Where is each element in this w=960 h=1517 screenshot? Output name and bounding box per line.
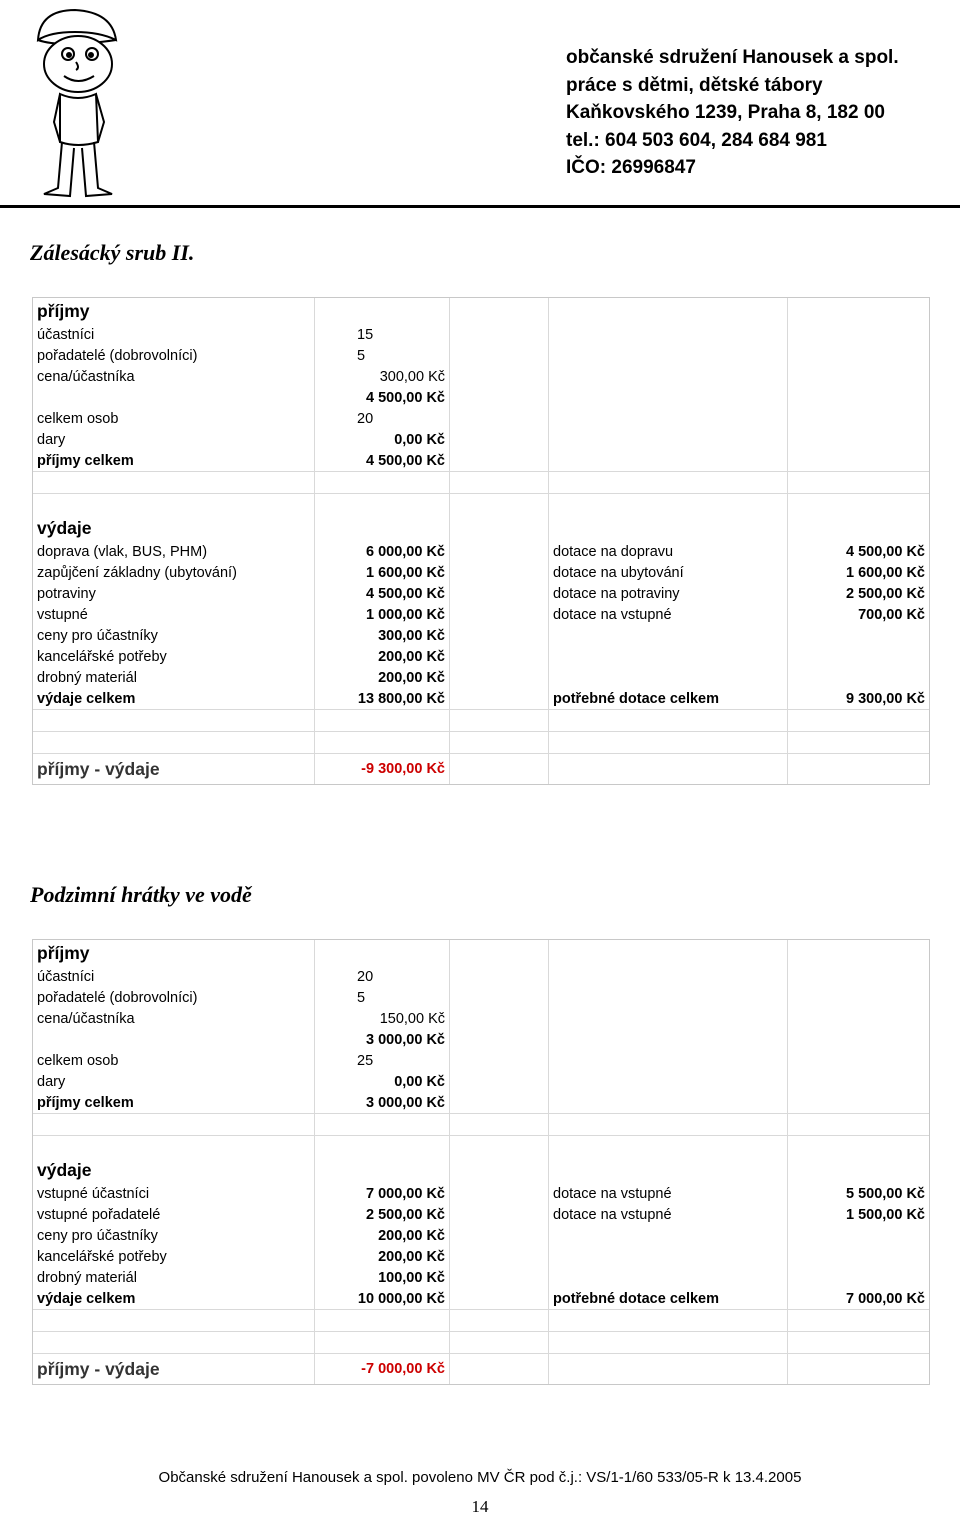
section-title: Zálesácký srub II. xyxy=(30,240,195,265)
table-row xyxy=(33,1135,929,1157)
table-row: vstupné pořadatelé 2 500,00 Kč dotace na vstupné 1 500,00 Kč xyxy=(33,1204,929,1225)
org-phone: tel.: 604 503 604, 284 684 981 xyxy=(566,129,827,151)
table-row: potraviny 4 500,00 Kč dotace na potraviny 2 500,00 Kč xyxy=(33,583,929,604)
expenses-header: výdaje xyxy=(33,515,315,541)
income-header: příjmy xyxy=(33,940,315,966)
table-row xyxy=(33,731,929,753)
table-row: dary 0,00 Kč xyxy=(33,1071,929,1092)
table-row: dary 0,00 Kč xyxy=(33,429,929,450)
table-row: účastníci 20 xyxy=(33,966,929,987)
table-row: zapůjčení základny (ubytování) 1 600,00 Kč dotace na ubytování 1 600,00 Kč xyxy=(33,562,929,583)
budget-table xyxy=(32,297,930,785)
table-row: příjmy celkem 4 500,00 Kč xyxy=(33,450,929,471)
income-header: příjmy xyxy=(33,298,315,324)
table-row xyxy=(33,709,929,731)
table-row: ceny pro účastníky 200,00 Kč xyxy=(33,1225,929,1246)
table-row: výdaje celkem 10 000,00 Kč potřebné dotace celkem 7 000,00 Kč xyxy=(33,1288,929,1309)
table-row: drobný materiál 200,00 Kč xyxy=(33,667,929,688)
table-row: pořadatelé (dobrovolníci) 5 xyxy=(33,345,929,366)
boy-mascot-logo xyxy=(20,2,130,202)
table-row: výdaje celkem 13 800,00 Kč potřebné dotace celkem 9 300,00 Kč xyxy=(33,688,929,709)
table-row: pořadatelé (dobrovolníci) 5 xyxy=(33,987,929,1008)
table-row: drobný materiál 100,00 Kč xyxy=(33,1267,929,1288)
table-row: účastníci 15 xyxy=(33,324,929,345)
org-address: Kaňkovského 1239, Praha 8, 182 00 xyxy=(566,102,885,123)
header-divider xyxy=(0,205,960,208)
section-title: Podzimní hrátky ve vodě xyxy=(30,882,252,907)
table-row: cena/účastníka 300,00 Kč xyxy=(33,366,929,387)
organization-info xyxy=(566,44,899,182)
org-name: občanské sdružení Hanousek a spol. xyxy=(566,47,899,68)
table-row: celkem osob 25 xyxy=(33,1050,929,1071)
table-row: 3 000,00 Kč xyxy=(33,1029,929,1050)
balance-value: -9 300,00 Kč xyxy=(315,754,450,784)
table-row: příjmy celkem 3 000,00 Kč xyxy=(33,1092,929,1113)
table-row: vstupné účastníci 7 000,00 Kč dotace na vstupné 5 500,00 Kč xyxy=(33,1183,929,1204)
table-row xyxy=(33,1157,929,1183)
table-row: vstupné 1 000,00 Kč dotace na vstupné 700,00 Kč xyxy=(33,604,929,625)
table-row: ceny pro účastníky 300,00 Kč xyxy=(33,625,929,646)
org-ico: IČO: 26996847 xyxy=(566,157,696,178)
table-row: 4 500,00 Kč xyxy=(33,387,929,408)
table-row xyxy=(33,1353,929,1384)
table-row xyxy=(33,1331,929,1353)
table-row: kancelářské potřeby 200,00 Kč xyxy=(33,646,929,667)
table-row: cena/účastníka 150,00 Kč xyxy=(33,1008,929,1029)
table-row xyxy=(33,1113,929,1135)
table-row xyxy=(33,298,929,324)
page-number: 14 xyxy=(471,1497,489,1516)
table-row: doprava (vlak, BUS, PHM) 6 000,00 Kč dotace na dopravu 4 500,00 Kč xyxy=(33,541,929,562)
balance-label: příjmy - výdaje xyxy=(33,754,315,784)
balance-label: příjmy - výdaje xyxy=(33,1354,315,1384)
table-row xyxy=(33,515,929,541)
expenses-header: výdaje xyxy=(33,1157,315,1183)
table-row xyxy=(33,471,929,493)
table-row: kancelářské potřeby 200,00 Kč xyxy=(33,1246,929,1267)
table-row xyxy=(33,1309,929,1331)
table-row xyxy=(33,753,929,784)
balance-value: -7 000,00 Kč xyxy=(315,1354,450,1384)
org-activity: práce s dětmi, dětské tábory xyxy=(566,74,823,96)
table-row: celkem osob 20 xyxy=(33,408,929,429)
budget-table xyxy=(32,939,930,1385)
footer-text: Občanské sdružení Hanousek a spol. povoleno MV ČR pod č.j.: VS/1-1/60 533/05-R k 13.4.2005 xyxy=(158,1469,802,1486)
table-row xyxy=(33,940,929,966)
letterhead xyxy=(0,0,960,210)
table-row xyxy=(33,493,929,515)
